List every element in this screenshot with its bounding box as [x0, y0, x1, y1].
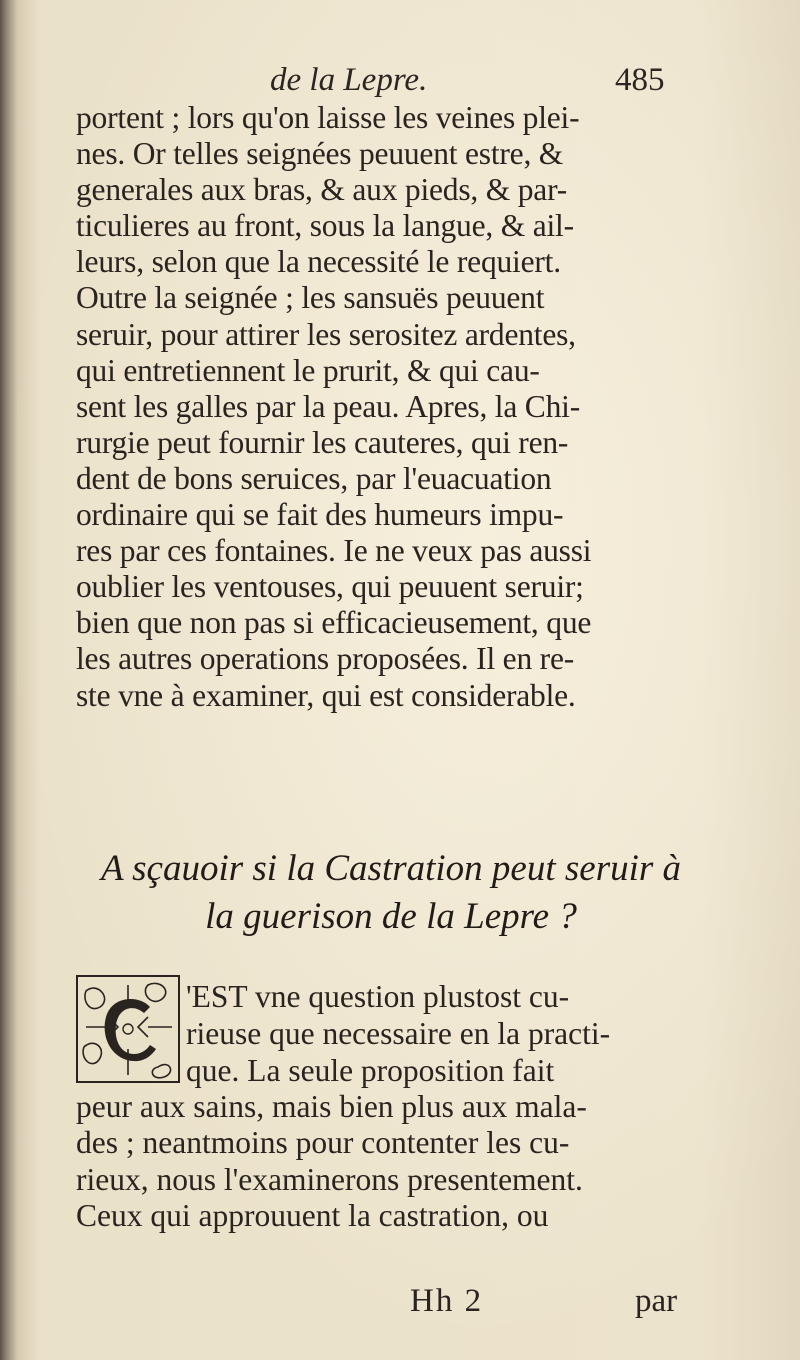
text-line: seruir, pour attirer les serositez ardentes, — [76, 316, 576, 352]
page-header — [0, 62, 800, 102]
body-text — [76, 100, 706, 714]
page-number: 485 — [615, 62, 665, 98]
text-line: qui entretiennent le prurit, & qui cau- — [76, 352, 540, 388]
text-line: rurgie peut fournir les cauteres, qui ren- — [76, 424, 569, 460]
heading-line: la guerison de la Lepre ? — [205, 896, 577, 937]
text-line: sent les galles par la peau. Apres, la Chi- — [76, 388, 580, 424]
text-line: ordinaire qui se fait des humeurs impu- — [76, 497, 564, 533]
text-line: 'EST vne question plustost cu- — [186, 979, 570, 1014]
chapter-heading — [76, 845, 706, 941]
text-line: leurs, selon que la necessité le requiert. — [76, 244, 561, 280]
text-line: que. La seule proposition fait — [186, 1053, 555, 1088]
text-line: oublier les ventouses, qui peuuent seruir; — [76, 569, 584, 605]
text-line: peur aux sains, mais bien plus aux mala- — [76, 1089, 587, 1124]
text-line: Outre la seignée ; les sansuës peuuent — [76, 280, 545, 316]
paragraph-continuation — [76, 1089, 706, 1235]
heading-line: A sçauoir si la Castration peut seruir à — [100, 848, 682, 889]
text-line: portent ; lors qu'on laisse les veines plei- — [76, 100, 580, 135]
text-line: Ceux qui approuuent la castration, ou — [76, 1198, 549, 1234]
text-line: rieuse que necessaire en la practi- — [186, 1016, 611, 1051]
text-line: rieux, nous l'examinerons presentement. — [76, 1161, 583, 1197]
page-footer — [0, 1283, 800, 1323]
text-line: res par ces fontaines. Ie ne veux pas aussi — [76, 533, 592, 569]
signature-mark: Hh 2 — [410, 1283, 484, 1319]
text-line: dent de bons seruices, par l'euacuation — [76, 460, 552, 496]
text-line: des ; neantmoins pour contenter les cu- — [76, 1125, 570, 1161]
text-line: les autres operations proposées. Il en re- — [76, 641, 575, 677]
running-title: de la Lepre. — [270, 62, 428, 98]
text-line: nes. Or telles seignées peuuent estre, & — [76, 136, 564, 172]
catchword: par — [635, 1283, 678, 1319]
text-line: ticulieres au front, sous la langue, & ail- — [76, 208, 574, 244]
drop-cap-lines — [186, 978, 706, 1089]
text-line: bien que non pas si efficacieusement, que — [76, 605, 592, 641]
text-line: ste vne à examiner, qui est considerable. — [76, 677, 576, 713]
ornamental-initial — [76, 975, 180, 1083]
text-line: generales aux bras, & aux pieds, & par- — [76, 172, 568, 208]
floral-initial-c-icon — [78, 977, 178, 1081]
